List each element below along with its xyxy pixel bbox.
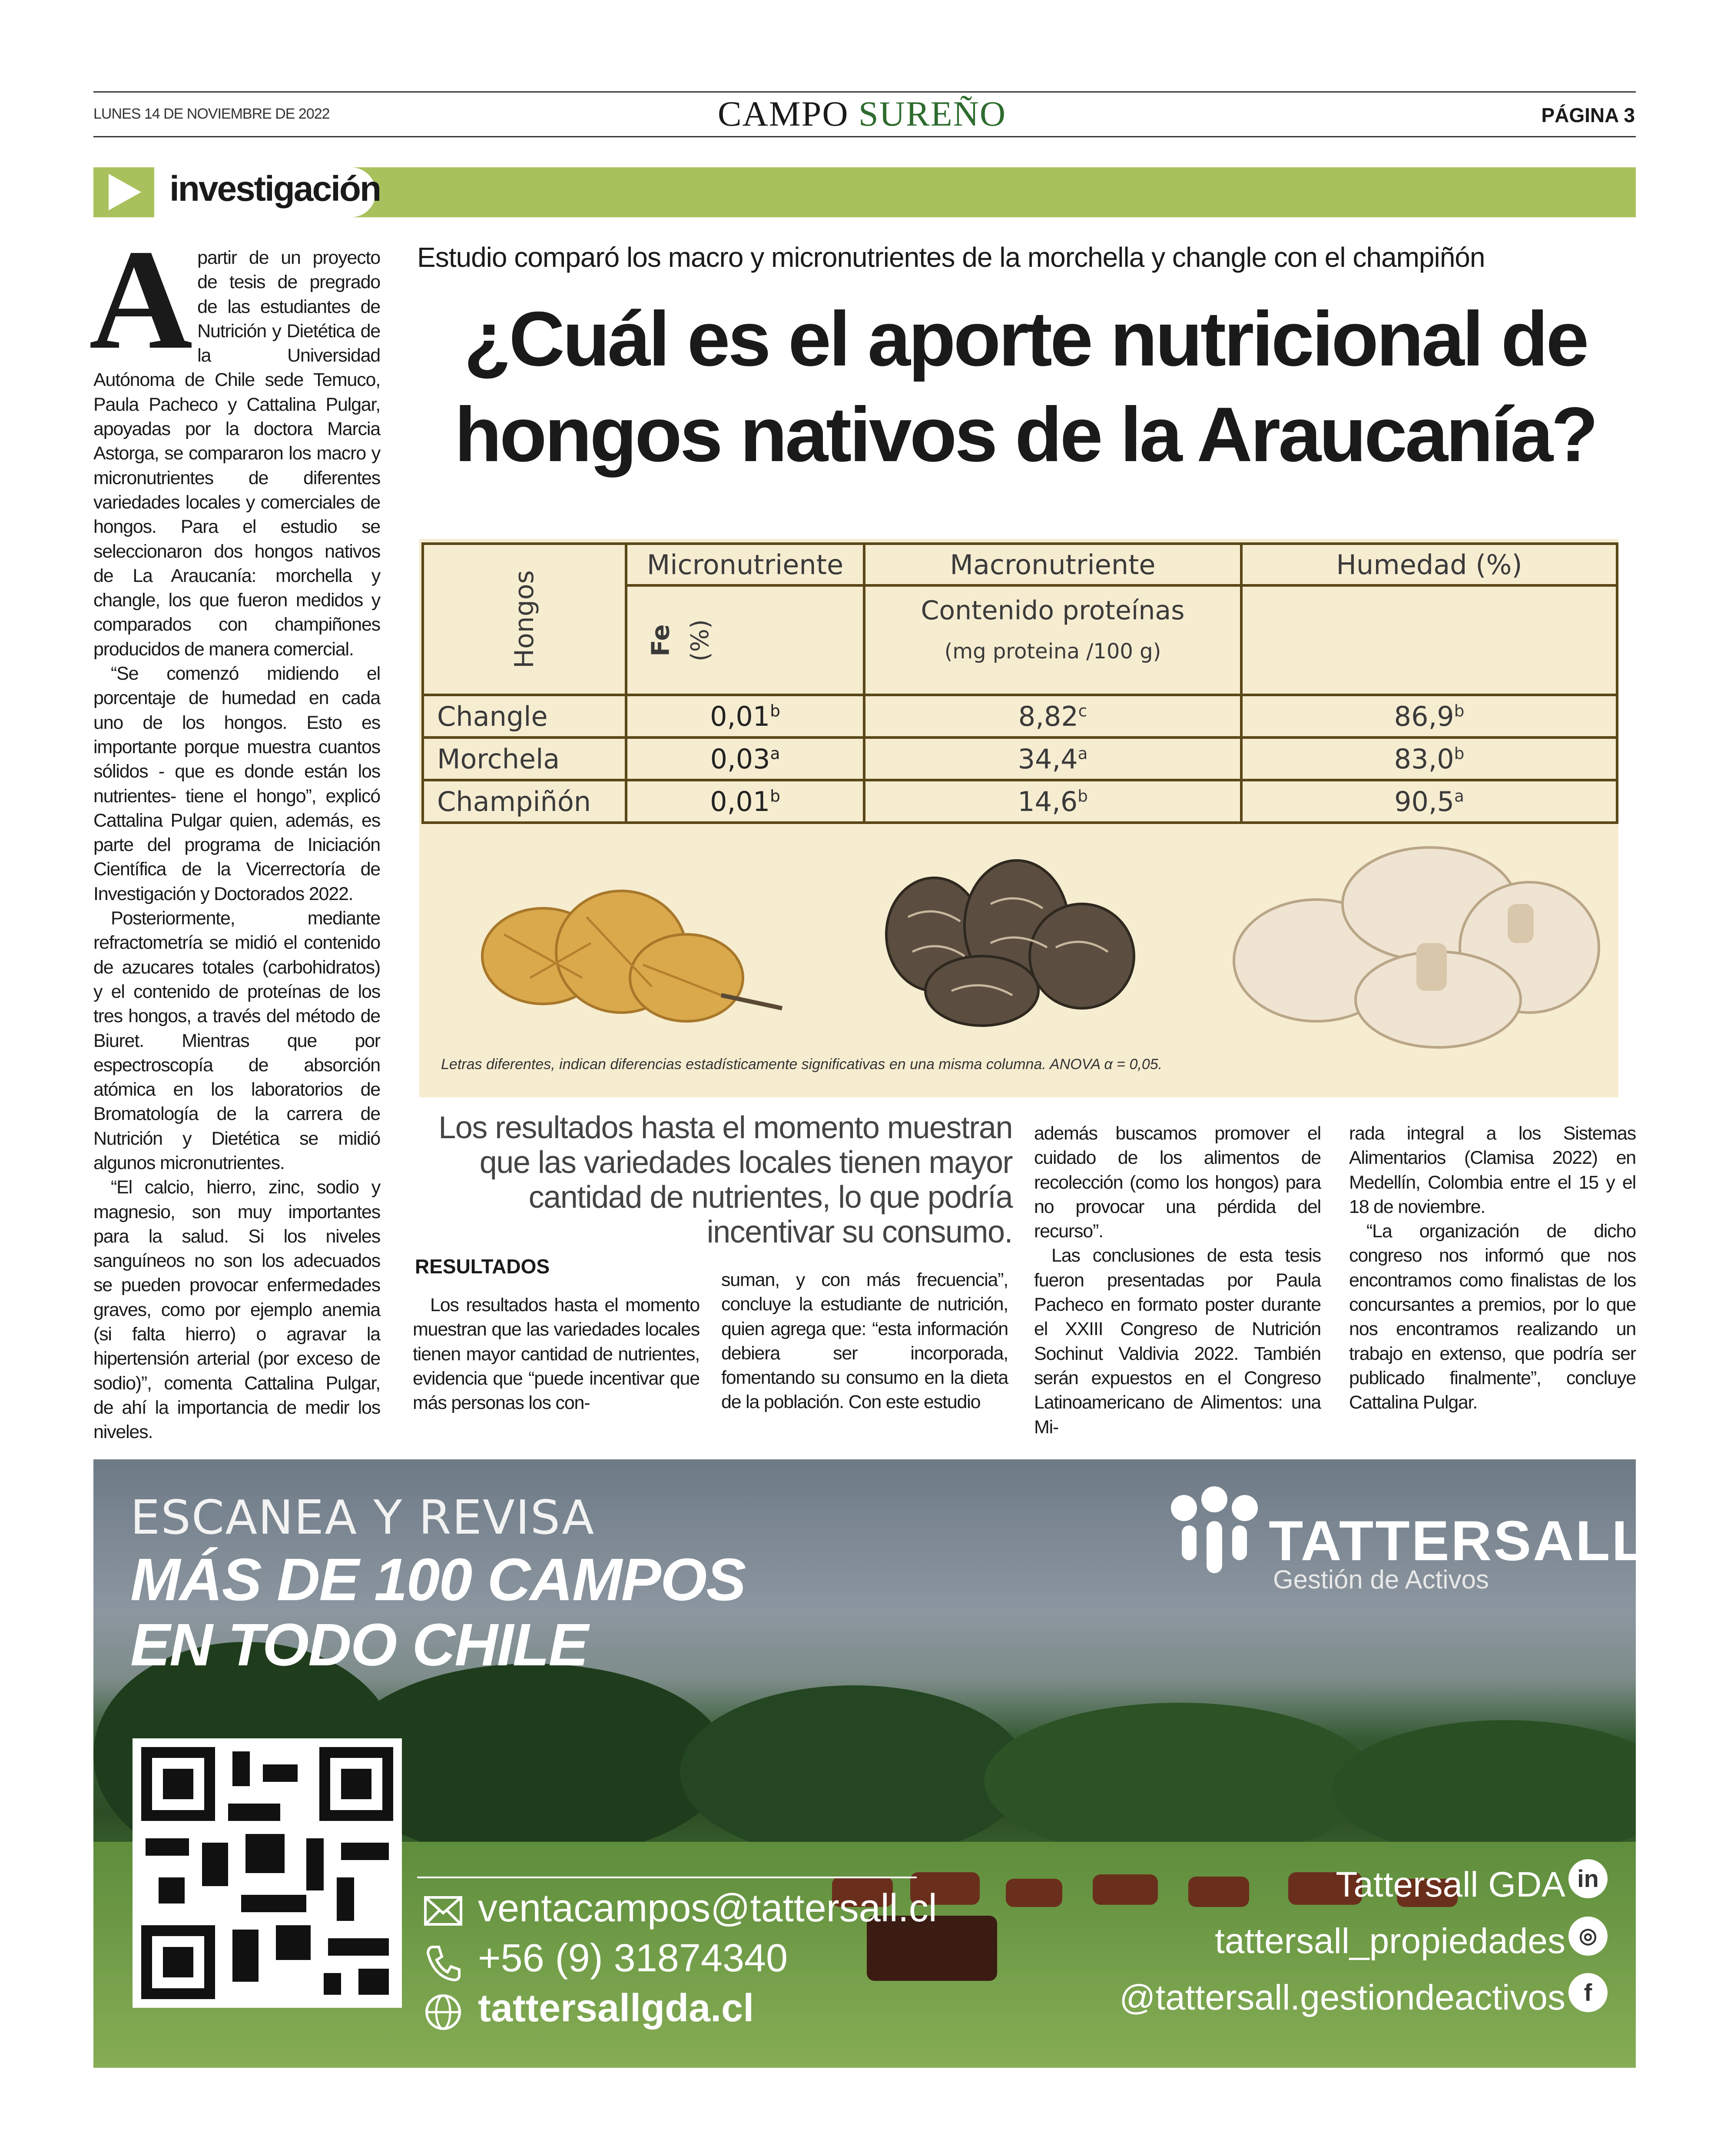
- champinon-mushroom-image: [1230, 834, 1603, 1052]
- changle-mushroom-image: [478, 865, 791, 1039]
- table-row: [423, 737, 1617, 780]
- protein-letter: a: [1078, 743, 1088, 763]
- fe-number: 0,01: [710, 700, 770, 732]
- fe-number: 0,01: [710, 785, 770, 817]
- protein-number: 8,82: [1018, 700, 1078, 732]
- ad-headline-2: [130, 1547, 745, 1678]
- tattersall-logo-icon: [1164, 1482, 1264, 1578]
- cow-shape: [1093, 1874, 1158, 1905]
- humedad-subheader: [1241, 585, 1617, 695]
- tree-shape: [984, 1703, 1375, 1859]
- facebook-handle[interactable]: @tattersall.gestiondeactivos: [1119, 1978, 1565, 2017]
- macro-header: Macronutriente: [864, 544, 1241, 585]
- article-title: ¿Cuál es el aporte nutricional de hongos nativos de la Araucanía?: [454, 296, 1596, 478]
- top-rule: [93, 91, 1636, 93]
- protein-number: 34,4: [1018, 743, 1078, 775]
- col3-text: suman, y con más frecuencia”, concluye la estudiante de nutrición, quien agrega que: “esta información debiera ser incorporada, fomentando su consumo en la dieta de la población. Con este estudio: [721, 1269, 1008, 1413]
- tree-shape: [680, 1685, 1028, 1859]
- col4-text-b: Las conclusiones de esta tesis fueron presentadas por Paula Pacheco en formato poster durante el XXIII Congreso de Nutrición Sochinut Valdivia 2022. También serán expuestos en el Congreso Latinoamericano de Alimentos: una Mi-: [1034, 1245, 1321, 1438]
- header-rule: [93, 136, 1636, 137]
- brand-tagline: Gestión de Activos: [1273, 1565, 1489, 1594]
- instagram-handle[interactable]: tattersall_propiedades: [1215, 1921, 1565, 1961]
- cow-shape: [1188, 1877, 1249, 1907]
- humedad-letter: b: [1454, 701, 1465, 720]
- col4-text-a: además buscamos promover el cuidado de los alimentos de recolección (como los hongos) para no provocar una pérdida del recurso”.: [1034, 1123, 1321, 1242]
- table-row: [423, 695, 1617, 737]
- article-subtitle: Estudio comparó los macro y micronutrientes de la morchella y changle con el champiñón: [417, 242, 1485, 273]
- humedad-number: 83,0: [1394, 743, 1454, 775]
- masthead-campo: CAMPO: [717, 94, 849, 133]
- drop-cap: A: [89, 220, 192, 379]
- globe-icon: [424, 1993, 463, 2032]
- instagram-icon[interactable]: ◎: [1568, 1917, 1608, 1956]
- fe-letter: b: [770, 786, 780, 805]
- qr-code[interactable]: [133, 1738, 402, 2008]
- col2-text: Los resultados hasta el momento muestran que las variedades locales tienen mayor cantidad de nutrientes, evidencia que “puede incentivar que más personas los con-: [413, 1295, 700, 1414]
- fe-header: [626, 585, 864, 695]
- body-column-5: [1349, 1121, 1636, 1415]
- body-column-2: [413, 1293, 700, 1415]
- tree-shape: [1332, 1720, 1636, 1859]
- body-column-3: [721, 1268, 1008, 1415]
- masthead-sureno: SUREÑO: [859, 94, 1007, 133]
- ad-headline-1: ESCANEA Y REVISA: [130, 1491, 595, 1545]
- fe-unit: (%): [686, 619, 715, 661]
- humedad-number: 90,5: [1394, 785, 1455, 817]
- phone-icon: [424, 1943, 463, 1982]
- paragraph-4: “El calcio, hierro, zinc, sodio y magnesio, son muy importantes para la salud. Si los niveles sanguíneos no son los adecuados se pueden provocar enfermedades graves, como por ejemplo anemia (si falta hierro) o agravar la hipertensión arterial (por exceso de sodio)”, comenta Cattalina Pulgar, de ahí la importancia de medir los niveles.: [93, 1177, 380, 1443]
- pull-quote: Los resultados hasta el momento muestran que las variedades locales tienen mayor cantidad de nutrientes, lo que podría incentivar su consumo.: [438, 1110, 1012, 1249]
- protein-header: [864, 585, 1241, 695]
- protein-number: 14,6: [1018, 785, 1078, 817]
- fe-value: [626, 780, 864, 823]
- table-header-row: [423, 544, 1617, 585]
- cow-shape: [1006, 1879, 1062, 1907]
- row-name: Morchela: [423, 737, 626, 780]
- paragraph-3: Posteriormente, mediante refractometría se midió el contenido de azucares totales (carbohidratos) y el contenido de proteínas de los tres hongos, a través del método de Biuret. Mientras que por espectroscopía de absorción atómica en los laboratorios de Bromatología de la carrera de Nutrición y Dietética se midió algunos micronutrientes.: [93, 908, 380, 1173]
- facebook-icon[interactable]: f: [1568, 1973, 1608, 2012]
- hongos-label: Hongos: [509, 570, 540, 668]
- body-column-4: [1034, 1121, 1321, 1439]
- table-footnote: Letras diferentes, indican diferencias estadísticamente significativas en una misma columna. ANOVA α = 0,05.: [441, 1056, 1163, 1073]
- col5-text-a: rada integral a los Sistemas Alimentarios (Clamisa 2022) en Medellín, Colombia entre el 15 y el 18 de noviembre.: [1349, 1123, 1636, 1217]
- protein-letter: c: [1078, 701, 1087, 720]
- results-heading: RESULTADOS: [415, 1255, 550, 1278]
- fe-label: Fe: [646, 624, 675, 656]
- protein-value: [864, 780, 1241, 823]
- humedad-header: Humedad (%): [1241, 544, 1617, 585]
- email-link[interactable]: ventacampos@tattersall.cl: [478, 1887, 937, 1930]
- row-name: Changle: [423, 695, 626, 737]
- email-icon: [424, 1896, 463, 1926]
- page-number: PÁGINA 3: [1541, 104, 1635, 126]
- hongos-header: [423, 544, 626, 695]
- linkedin-icon[interactable]: in: [1568, 1859, 1608, 1898]
- linkedin-handle[interactable]: Tattersall GDA: [1336, 1865, 1565, 1904]
- humedad-value: [1241, 695, 1617, 737]
- fe-value: [626, 695, 864, 737]
- fe-letter: b: [770, 701, 780, 720]
- protein-letter: b: [1078, 786, 1088, 805]
- masthead: [0, 93, 1724, 134]
- humedad-letter: a: [1454, 786, 1464, 805]
- paragraph-1: partir de un proyecto de tesis de pregrado de las estudiantes de Nutrición y Dietética de la Universidad Autónoma de Chile sede Temuco, Paula Pacheco y Cattalina Pulgar, apoyadas por la doctora Marcia Astorga, se compararon los macro y micronutrientes de diferentes variedades locales y comerciales de hongos. Para el estudio se seleccionaron dos hongos nativos de La Araucanía: morchella y changle, los que fueron medidos y comparados con champiñones producidos de manera comercial.: [93, 247, 380, 660]
- contact-divider: [417, 1877, 917, 1878]
- fe-number: 0,03: [710, 743, 770, 775]
- morchella-mushroom-image: [873, 852, 1151, 1034]
- protein-value: [864, 737, 1241, 780]
- ad-headline-2a: MÁS DE 100 CAMPOS: [130, 1546, 746, 1613]
- micro-header: Micronutriente: [626, 544, 864, 585]
- paragraph-2: “Se comenzó midiendo el porcentaje de humedad en cada uno de los hongos. Esto es importante porque muestra cuantos sólidos - que es donde están los nutrientes- tiene el hongo”, explicó Cattalina Pulgar quien, además, es parte del programa de Iniciación Científica de la Vicerrectoría de Investigación y Doctorados 2022.: [93, 663, 380, 904]
- nutrient-table: [421, 542, 1618, 824]
- protein-unit: (mg proteina /100 g): [944, 639, 1161, 664]
- phone-link[interactable]: +56 (9) 31874340: [478, 1937, 788, 1980]
- section-label: investigación: [169, 169, 381, 209]
- protein-label: Contenido proteínas: [921, 595, 1185, 626]
- issue-date: LUNES 14 DE NOVIEMBRE DE 2022: [93, 106, 330, 122]
- lead-column: [89, 220, 380, 1445]
- humedad-value: [1241, 780, 1617, 823]
- fe-value: [626, 737, 864, 780]
- fe-letter: a: [770, 743, 780, 763]
- table-row: [423, 780, 1617, 823]
- humedad-letter: b: [1454, 743, 1465, 763]
- ad-headline-2b: EN TODO CHILE: [130, 1611, 588, 1678]
- col5-text-b: “La organización de dicho congreso nos informó que nos encontramos como finalistas de los concursantes a premios, por lo que nos encontramos realizando un trabajo en extenso, que podría ser publicado finalmente”, concluye Cattalina Pulgar.: [1349, 1221, 1636, 1413]
- humedad-number: 86,9: [1394, 700, 1454, 732]
- play-arrow-icon: [109, 174, 141, 210]
- protein-value: [864, 695, 1241, 737]
- website-link[interactable]: tattersallgda.cl: [478, 1987, 754, 2030]
- humedad-value: [1241, 737, 1617, 780]
- row-name: Champiñón: [423, 780, 626, 823]
- brand-name: TATTERSALL: [1269, 1509, 1648, 1572]
